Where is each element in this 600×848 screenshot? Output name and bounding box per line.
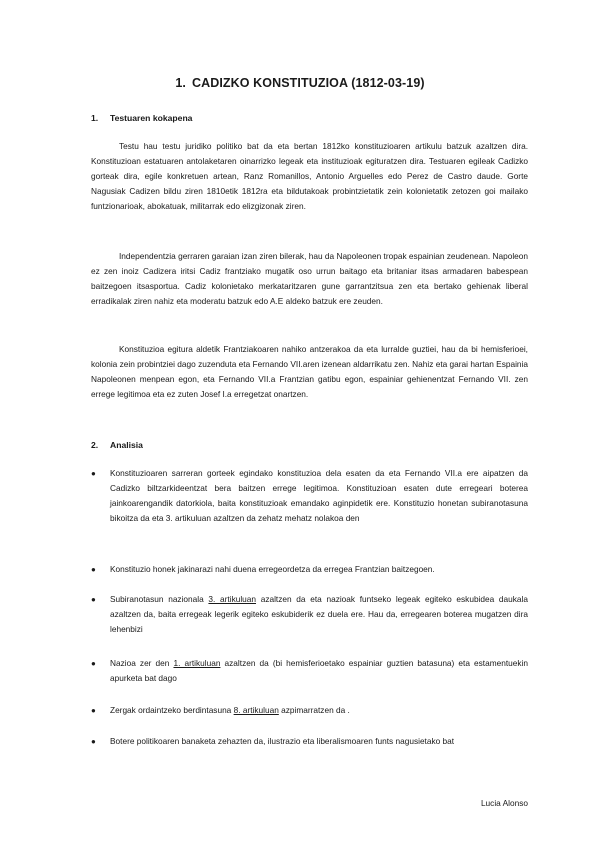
bullet-icon: ●	[91, 595, 96, 604]
list-item	[91, 466, 528, 526]
list-item	[91, 734, 528, 749]
section-number: 1.	[91, 113, 99, 123]
paragraph-text: Konstituzioa egitura aldetik Frantziakoaren nahiko antzerakoa da eta lurralde guztiei, hau da bi hemisferioei, kolonia zein probintziei dago zuzenduta eta Fernando VII.aren izenean aldarrikatu zen. Nahiz eta garai hartan Espainia Napoleonen menpean egon, eta Fernando VII.a Frantzian gatibu egon, espainiar gehienentzat Fernando VII. zen errege legitimoa eta ez zuten Josef I.a erregetzat onartzen.	[91, 344, 528, 400]
section-title: Testuaren kokapena	[110, 113, 193, 123]
bullet-icon: ●	[91, 706, 96, 715]
bullet-icon: ●	[91, 565, 96, 574]
bullet-icon: ●	[91, 659, 96, 668]
list-item-text: Subiranotasun nazionala 3. artikuluan azaltzen da eta nazioak funtseko legeak egiteko eskubidea daukala azaltzen da, baita erregeak legerik egiteko eskubiderik ez duela ere. Hau da, erregearen boterea mugatzen dira lehenbizi	[110, 594, 528, 635]
bullet-icon: ●	[91, 469, 96, 478]
footer-author: Lucia Alonso	[480, 798, 528, 808]
list-item-text: Konstituzio honek jakinarazi nahi duena erregeordetza da erregea Frantzian baitzegoen.	[110, 564, 435, 574]
section-title: Analisia	[110, 440, 143, 450]
article-reference-link[interactable]: 8. artikuluan	[233, 705, 279, 715]
section-heading-2	[91, 440, 143, 450]
list-item	[91, 703, 528, 718]
section-number: 2.	[91, 440, 99, 450]
list-item-text: Konstituzioaren sarreran gorteek egindako konstituzioa dela esaten da eta Fernando VII.a ere aipatzen da Cadizko biltzarkideentzat bera baitzen errege legitimoa. Konstituzioan esaten dute erregeari boterea jainkoarengandik datorkiola, baita konstituzioak emandako aginpidetik ere. Konstituzio honetan subiranotasuna bikoitza da eta 3. artikuluan azaltzen da zehatz mehatz nolakoa den	[110, 468, 528, 524]
paragraph-text: Testu hau testu juridiko politiko bat da eta bertan 1812ko konstituzioaren artikulu batzuk azaltzen dira. Konstituzioan estatuaren antolaketaren oinarrizko legeak eta instituzioak egituratzen dira. Testuaren egileak Cadizko gorteak dira, egile konkretuen artean, Ranz Romanillos, Antonio Arguelles edo Perez de Castro daude. Gorte Nagusiak Cadizen bildu ziren 1810etik 1812ra eta bildutakoak probintzietatik zein kolonietatik zetozen goi mailako funtzionarioak, abokatuak, militarrak edo elizgizonak ziren.	[91, 141, 528, 212]
list-item	[91, 656, 528, 686]
title-text: CADIZKO KONSTITUZIOA (1812-03-19)	[191, 76, 425, 90]
title-number: 1.	[175, 76, 186, 90]
bullet-icon: ●	[91, 737, 96, 746]
paragraph	[91, 342, 528, 402]
section-heading-1	[91, 113, 192, 123]
list-item-text: Botere politikoaren banaketa zehazten da, ilustrazio eta liberalismoaren funts nagusietako bat	[110, 736, 455, 746]
paragraph-text: Independentzia gerraren garaian izan ziren bilerak, hau da Napoleonen tropak espainian zeudenean. Napoleon ez zen inoiz Cadizera iritsi Cadiz frantziako mugatik oso urrun baitago eta britaniar itsas armadaren babespean baitzegoen itsasportua. Cadiz kolonietako merkataritzaren gune garrantzitsua zen eta bertako gehienak liberal erradikalak ziren nahiz eta moderatu batzuk edo A.E aldeko batzuk ere zeuden.	[91, 251, 528, 307]
page-title	[0, 76, 600, 90]
article-reference-link[interactable]: 3. artikuluan	[208, 594, 257, 604]
list-item	[91, 592, 528, 637]
paragraph	[91, 249, 528, 309]
list-item	[91, 562, 528, 577]
paragraph	[91, 139, 528, 214]
list-item-text: Nazioa zer den 1. artikuluan azaltzen da (bi hemisferioetako espainiar guztien batasuna) eta estamentuekin apurketa bat dago	[110, 658, 528, 684]
article-reference-link[interactable]: 1. artikuluan	[173, 658, 221, 668]
list-item-text: Zergak ordaintzeko berdintasuna 8. artikuluan azpimarratzen da .	[110, 705, 350, 715]
